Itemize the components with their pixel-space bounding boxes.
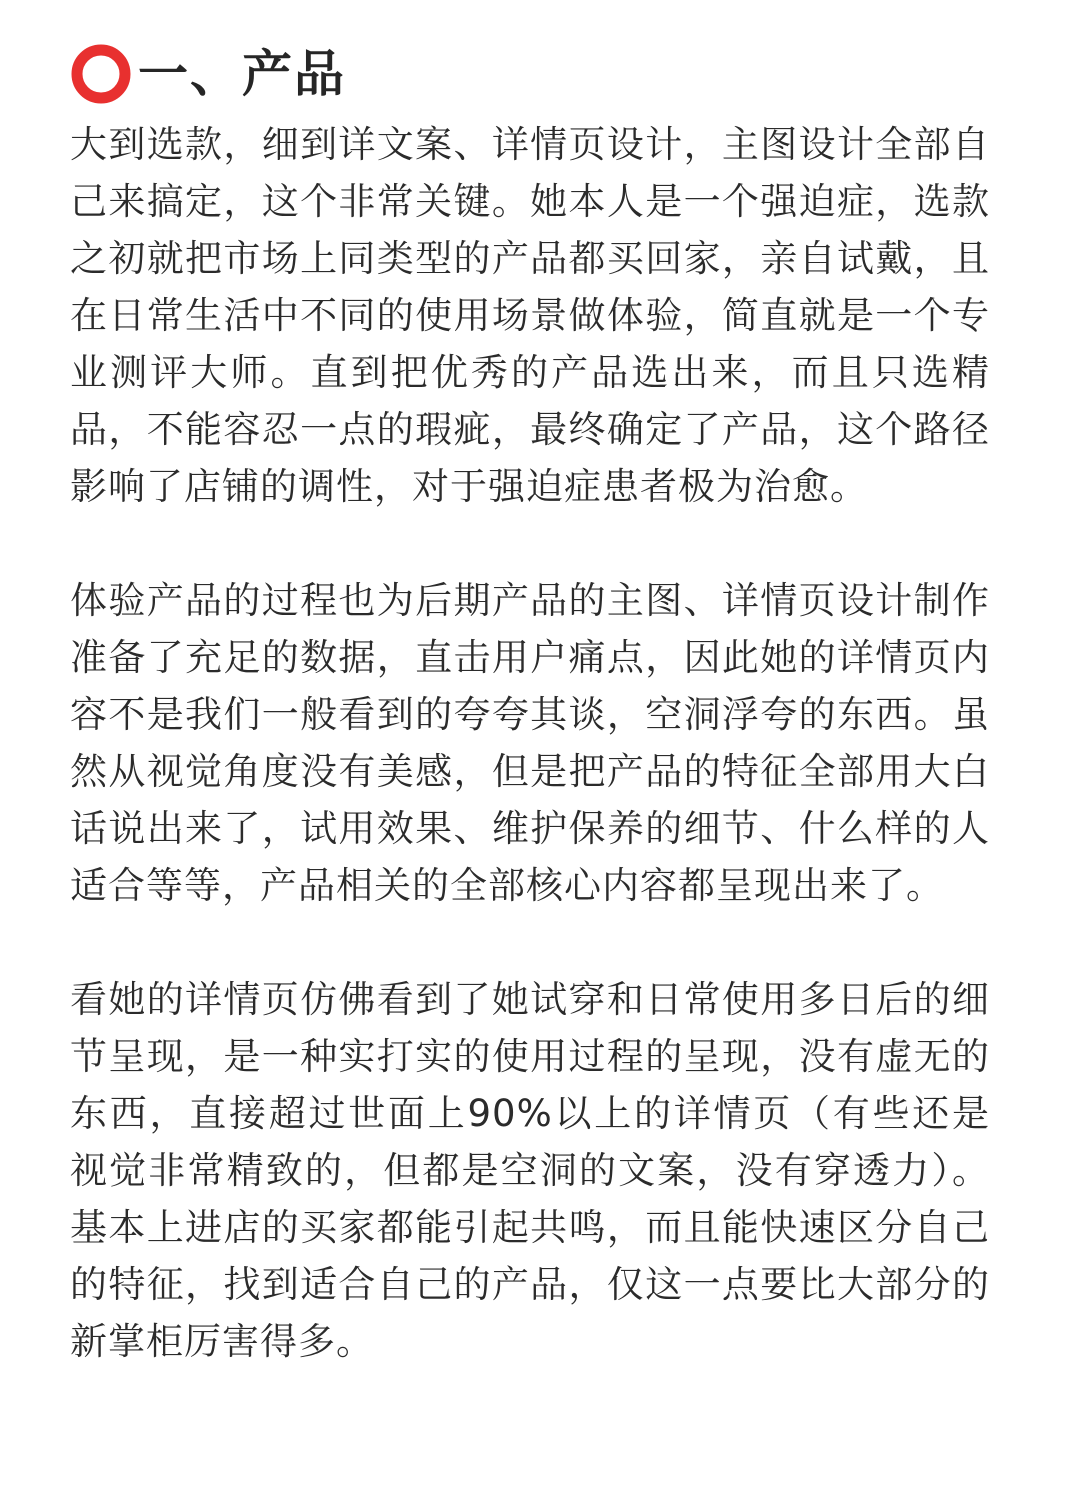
paragraph-product-selection: 大到选款，细到详文案、详情页设计，主图设计全部自己来搞定，这个非常关键。她本人是一个强迫症，选款之初就把市场上同类型的产品都买回家，亲自试戴，且在日常生活中不同的使用场景做体验，简直就是一个专业测评大师。直到把优秀的产品选出来，而且只选精品，不能容忍一点的瑕疵，最终确定了产品，这个路径影响了店铺的调性，对于强迫症患者极为治愈。 — [70, 123, 990, 508]
red-circle-icon — [70, 43, 132, 105]
section-heading — [70, 38, 990, 110]
paragraph-detail-page-design: 体验产品的过程也为后期产品的主图、详情页设计制作准备了充足的数据，直击用户痛点，因此她的详情页内容不是我们一般看到的夸夸其谈，空洞浮夸的东西。虽然从视觉角度没有美感，但是把产品的特征全部用大白话说出来了，试用效果、维护保养的细节、什么样的人适合等等，产品相关的全部核心内容都呈现出来了。 — [70, 579, 990, 907]
article — [70, 38, 990, 1370]
paragraph-spacer — [70, 515, 990, 572]
section-title: 一、产品 — [138, 45, 346, 103]
paragraph-detail-page-effect: 看她的详情页仿佛看到了她试穿和日常使用多日后的细节呈现，是一种实打实的使用过程的呈现，没有虚无的东西，直接超过世面上90%以上的详情页（有些还是视觉非常精致的，但都是空洞的文案，没有穿透力）。基本上进店的买家都能引起共鸣，而且能快速区分自己的特征，找到适合自己的产品，仅这一点要比大部分的新掌柜厉害得多。 — [70, 978, 990, 1363]
paragraph-spacer — [70, 914, 990, 971]
